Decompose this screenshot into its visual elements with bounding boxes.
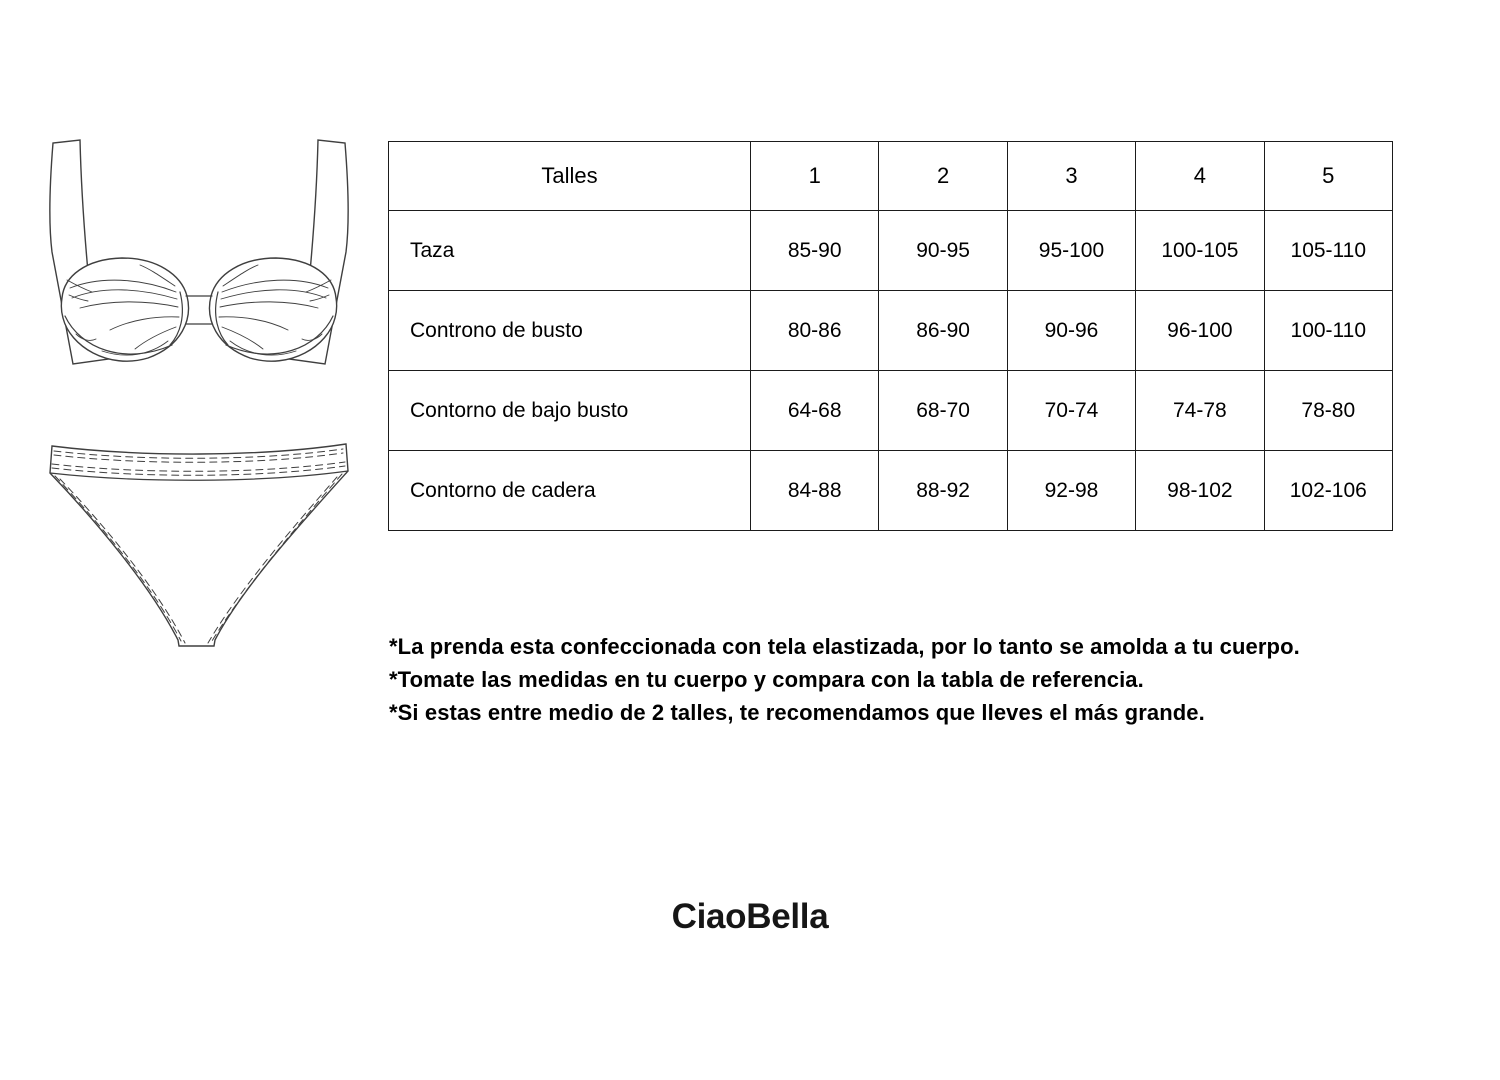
cell: 105-110: [1264, 211, 1392, 291]
cell: 78-80: [1264, 371, 1392, 451]
cell: 90-96: [1007, 291, 1135, 371]
row-label: Taza: [389, 211, 751, 291]
table-row-taza: [389, 211, 1393, 291]
row-label: Controno de busto: [389, 291, 751, 371]
cell: 85-90: [751, 211, 879, 291]
footnote-line: *La prenda esta confeccionada con tela elastizada, por lo tanto se amolda a tu cuerpo.: [389, 634, 1300, 659]
cell: 90-95: [879, 211, 1007, 291]
cell: 70-74: [1007, 371, 1135, 451]
table-row-contorno-bajo-busto: [389, 371, 1393, 451]
table-row-contorno-cadera: [389, 451, 1393, 531]
cell: 92-98: [1007, 451, 1135, 531]
bra-left-half: [50, 140, 189, 364]
footnote-line: *Tomate las medidas en tu cuerpo y compara con la tabla de referencia.: [389, 667, 1144, 692]
cell: 64-68: [751, 371, 879, 451]
row-label: Contorno de bajo busto: [389, 371, 751, 451]
cell: 80-86: [751, 291, 879, 371]
bra-centre-bridge: [186, 296, 212, 324]
header-size-3: 3: [1007, 142, 1135, 211]
cell: 102-106: [1264, 451, 1392, 531]
cell: 88-92: [879, 451, 1007, 531]
row-label: Contorno de cadera: [389, 451, 751, 531]
brand-logo-text: CiaoBella: [671, 897, 829, 936]
cell: 95-100: [1007, 211, 1135, 291]
cell: 98-102: [1136, 451, 1264, 531]
footnotes: [389, 630, 1300, 729]
header-size-2: 2: [879, 142, 1007, 211]
header-talles: Talles: [389, 142, 751, 211]
header-size-5: 5: [1264, 142, 1392, 211]
table-row-contorno-busto: [389, 291, 1393, 371]
cell: 74-78: [1136, 371, 1264, 451]
table-header-row: [389, 142, 1393, 211]
cell: 96-100: [1136, 291, 1264, 371]
bikini-bottom-sketch-illustration: [40, 430, 373, 670]
cell: 86-90: [879, 291, 1007, 371]
cell: 100-110: [1264, 291, 1392, 371]
header-size-1: 1: [751, 142, 879, 211]
bra-top-sketch-illustration: [40, 120, 373, 380]
cell: 84-88: [751, 451, 879, 531]
size-chart-table: [388, 141, 1393, 531]
header-size-4: 4: [1136, 142, 1264, 211]
cell: 100-105: [1136, 211, 1264, 291]
footnote-line: *Si estas entre medio de 2 talles, te recomendamos que lleves el más grande.: [389, 700, 1205, 725]
bra-right-half: [210, 140, 349, 364]
bottom-outline: [50, 444, 348, 646]
cell: 68-70: [879, 371, 1007, 451]
